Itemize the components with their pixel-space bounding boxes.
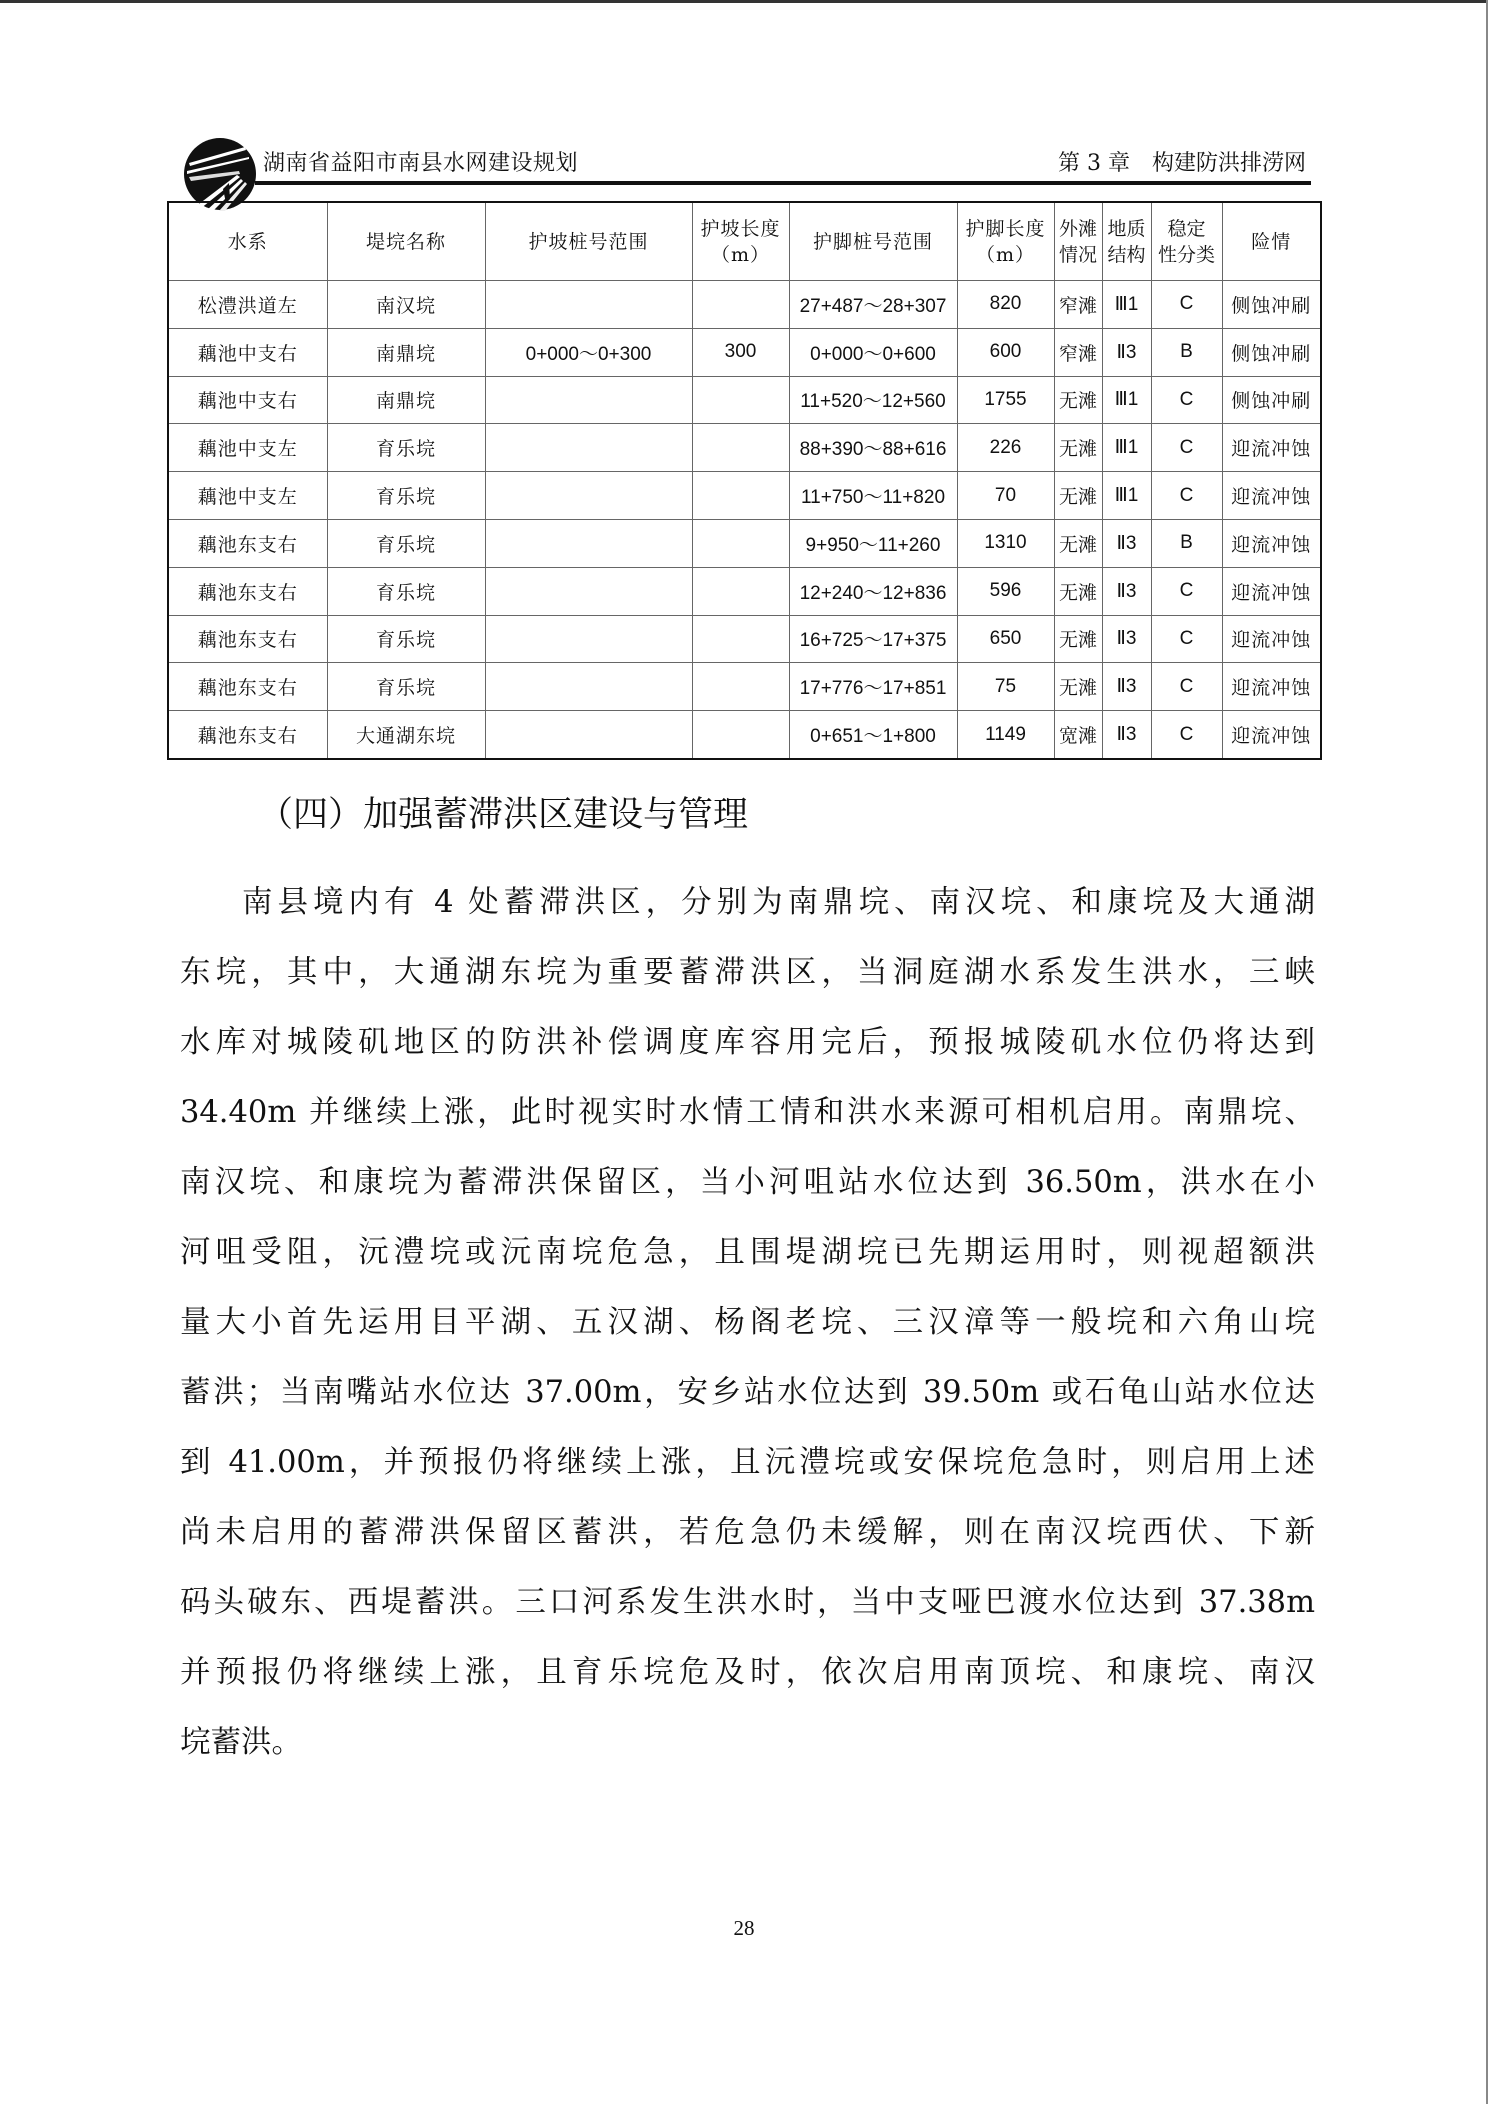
table-cell: 226 — [957, 424, 1054, 472]
paragraph-line: 水库对城陵矶地区的防洪补偿调度库容用完后，预报城陵矶水位仍将达到 — [180, 1025, 1315, 1060]
table-cell: 侧蚀冲刷 — [1222, 328, 1321, 376]
column-header-line1: 稳定 — [1167, 217, 1206, 240]
paragraph-line: 到 41.00m，并预报仍将继续上涨，且沅澧垸或安保垸危急时，则启用上述 — [180, 1445, 1315, 1480]
column-header — [692, 202, 789, 281]
table-cell: 育乐垸 — [327, 567, 485, 615]
table-cell: 600 — [957, 328, 1054, 376]
table-cell: 松澧洪道左 — [168, 281, 327, 329]
table-cell: 藕池东支右 — [168, 663, 327, 711]
table-cell: 侧蚀冲刷 — [1222, 281, 1321, 329]
column-header-line1: 水系 — [227, 230, 268, 253]
paragraph-line: 南县境内有 4 处蓄滞洪区，分别为南鼎垸、南汉垸、和康垸及大通湖 — [242, 885, 1315, 920]
chapter-title: 第 3 章 构建防洪排涝网 — [1058, 151, 1306, 176]
revetment-table — [167, 201, 1322, 760]
table-cell: 藕池中支左 — [168, 424, 327, 472]
table-cell: 1755 — [957, 376, 1054, 424]
page-number: 28 — [733, 1916, 755, 1940]
table-cell: Ⅲ1 — [1102, 376, 1151, 424]
table-cell — [485, 519, 692, 567]
table-cell — [485, 663, 692, 711]
table-cell: 11+750～11+820 — [789, 472, 957, 520]
column-header-line1: 堤垸名称 — [365, 230, 446, 253]
table-cell: 育乐垸 — [327, 519, 485, 567]
table-cell: 1310 — [957, 519, 1054, 567]
paragraph-line: 东垸，其中，大通湖东垸为重要蓄滞洪区，当洞庭湖水系发生洪水，三峡 — [180, 955, 1315, 990]
table-cell: 迎流冲蚀 — [1222, 663, 1321, 711]
table-cell: 70 — [957, 472, 1054, 520]
paragraph-line: 并预报仍将继续上涨，且育乐垸危及时，依次启用南顶垸、和康垸、南汉 — [180, 1655, 1315, 1690]
table-cell: 藕池东支右 — [168, 615, 327, 663]
table-cell: 南鼎垸 — [327, 328, 485, 376]
table-cell: 迎流冲蚀 — [1222, 567, 1321, 615]
table-cell: 1149 — [957, 711, 1054, 759]
table-header-row — [168, 202, 1321, 281]
paragraph-line: 尚未启用的蓄滞洪保留区蓄洪，若危急仍未缓解，则在南汉垸西伏、下新 — [180, 1515, 1315, 1550]
table-cell — [485, 615, 692, 663]
column-header — [485, 202, 692, 281]
table-cell: C — [1151, 376, 1222, 424]
table-cell: 88+390～88+616 — [789, 424, 957, 472]
table-cell: Ⅱ3 — [1102, 567, 1151, 615]
table-cell: Ⅱ3 — [1102, 711, 1151, 759]
table-cell: Ⅱ3 — [1102, 519, 1151, 567]
table-cell: 16+725～17+375 — [789, 615, 957, 663]
table-cell: 11+520～12+560 — [789, 376, 957, 424]
table-cell — [692, 424, 789, 472]
table-cell: C — [1151, 567, 1222, 615]
table-cell: 0+000～0+300 — [485, 328, 692, 376]
table-cell — [485, 472, 692, 520]
paragraph-line: 码头破东、西堤蓄洪。三口河系发生洪水时，当中支哑巴渡水位达到 37.38m — [180, 1585, 1315, 1620]
table-cell: 300 — [692, 328, 789, 376]
table-cell — [692, 567, 789, 615]
table-cell: 南鼎垸 — [327, 376, 485, 424]
table-cell: 0+000～0+600 — [789, 328, 957, 376]
table-body — [168, 281, 1321, 759]
column-header-line2: 性分类 — [1157, 243, 1215, 266]
table-row — [168, 472, 1321, 520]
table-cell: B — [1151, 519, 1222, 567]
table-cell: Ⅱ3 — [1102, 663, 1151, 711]
paragraph-line: 34.40m 并继续上涨，此时视实时水情工情和洪水来源可相机启用。南鼎垸、 — [180, 1095, 1315, 1130]
table-cell — [692, 519, 789, 567]
table-cell: 无滩 — [1054, 567, 1102, 615]
column-header-line1: 外滩 — [1058, 217, 1097, 240]
table-cell: Ⅲ1 — [1102, 424, 1151, 472]
table-cell: 596 — [957, 567, 1054, 615]
table-cell: 迎流冲蚀 — [1222, 615, 1321, 663]
table-row — [168, 567, 1321, 615]
table-cell: B — [1151, 328, 1222, 376]
column-header-line1: 护脚长度 — [965, 217, 1046, 240]
table-cell — [485, 281, 692, 329]
table-cell: Ⅱ3 — [1102, 615, 1151, 663]
table-cell: 藕池中支右 — [168, 376, 327, 424]
column-header — [327, 202, 485, 281]
paragraph-line: 垸蓄洪。 — [180, 1725, 302, 1760]
table-cell: 迎流冲蚀 — [1222, 711, 1321, 759]
table-cell: 无滩 — [1054, 424, 1102, 472]
table-cell: 藕池东支右 — [168, 519, 327, 567]
column-header-line1: 护脚桩号范围 — [812, 230, 933, 253]
column-header-line1: 地质 — [1107, 217, 1146, 240]
column-header-line1: 护坡长度 — [700, 217, 781, 240]
column-header-line2: （m） — [710, 243, 771, 266]
column-header — [1102, 202, 1151, 281]
table-cell — [485, 424, 692, 472]
column-header — [1151, 202, 1222, 281]
table-cell: 藕池中支左 — [168, 472, 327, 520]
table-cell: 窄滩 — [1054, 281, 1102, 329]
table-row — [168, 615, 1321, 663]
table-cell: 27+487～28+307 — [789, 281, 957, 329]
page-border-top — [0, 0, 1488, 3]
table-cell: Ⅲ1 — [1102, 281, 1151, 329]
table-cell — [692, 281, 789, 329]
table-cell: 迎流冲蚀 — [1222, 472, 1321, 520]
table-cell: 育乐垸 — [327, 472, 485, 520]
table-cell — [692, 615, 789, 663]
table-cell: C — [1151, 281, 1222, 329]
paragraph-line: 南汉垸、和康垸为蓄滞洪保留区，当小河咀站水位达到 36.50m，洪水在小 — [180, 1165, 1315, 1200]
column-header-line1: 险情 — [1251, 230, 1292, 253]
table-cell — [485, 376, 692, 424]
table-row — [168, 376, 1321, 424]
table-cell: 0+651～1+800 — [789, 711, 957, 759]
table-row — [168, 424, 1321, 472]
table-cell: 650 — [957, 615, 1054, 663]
table-cell: 无滩 — [1054, 472, 1102, 520]
table-cell: 无滩 — [1054, 376, 1102, 424]
table-cell: Ⅱ3 — [1102, 328, 1151, 376]
table-row — [168, 711, 1321, 759]
table-cell: 无滩 — [1054, 615, 1102, 663]
table-header — [168, 202, 1321, 281]
column-header — [1222, 202, 1321, 281]
table-cell — [692, 376, 789, 424]
table-cell — [485, 567, 692, 615]
paragraph-line: 蓄洪；当南嘴站水位达 37.00m，安乡站水位达到 39.50m 或石龟山站水位达 — [180, 1375, 1315, 1410]
table-cell: 大通湖东垸 — [327, 711, 485, 759]
column-header — [168, 202, 327, 281]
column-header — [957, 202, 1054, 281]
table-cell: C — [1151, 711, 1222, 759]
table-cell — [485, 711, 692, 759]
column-header-line2: 情况 — [1058, 243, 1097, 266]
table-cell: Ⅲ1 — [1102, 472, 1151, 520]
table-cell: 侧蚀冲刷 — [1222, 376, 1321, 424]
table-cell: C — [1151, 615, 1222, 663]
column-header — [789, 202, 957, 281]
table-cell: 藕池中支右 — [168, 328, 327, 376]
column-header-line2: 结构 — [1107, 243, 1146, 266]
table-cell: 迎流冲蚀 — [1222, 519, 1321, 567]
table-cell: C — [1151, 663, 1222, 711]
column-header — [1054, 202, 1102, 281]
table-cell — [692, 472, 789, 520]
table-cell: 迎流冲蚀 — [1222, 424, 1321, 472]
column-header-line1: 护坡桩号范围 — [528, 230, 649, 253]
table-cell: 820 — [957, 281, 1054, 329]
table-cell — [692, 663, 789, 711]
paragraph-line: 河咀受阻，沅澧垸或沅南垸危急，且围堤湖垸已先期运用时，则视超额洪 — [180, 1235, 1315, 1270]
table-cell: 75 — [957, 663, 1054, 711]
table-cell: 无滩 — [1054, 519, 1102, 567]
table-cell: 育乐垸 — [327, 424, 485, 472]
table-cell: 12+240～12+836 — [789, 567, 957, 615]
header-rule — [255, 181, 1311, 185]
table-row — [168, 281, 1321, 329]
table-cell: 窄滩 — [1054, 328, 1102, 376]
table-cell — [692, 711, 789, 759]
table-cell: C — [1151, 424, 1222, 472]
table-cell: 育乐垸 — [327, 615, 485, 663]
table-cell: 南汉垸 — [327, 281, 485, 329]
table-cell: 无滩 — [1054, 663, 1102, 711]
column-header-line2: （m） — [975, 243, 1036, 266]
table-row — [168, 519, 1321, 567]
section-heading: （四）加强蓄滞洪区建设与管理 — [258, 795, 749, 835]
table-row — [168, 328, 1321, 376]
logo-icon — [183, 137, 257, 211]
body-paragraph — [180, 868, 1315, 1778]
table-cell: 藕池东支右 — [168, 567, 327, 615]
paragraph-line: 量大小首先运用目平湖、五汉湖、杨阁老垸、三汉漳等一般垸和六角山垸 — [180, 1305, 1315, 1340]
table-cell: 育乐垸 — [327, 663, 485, 711]
table-cell: 9+950～11+260 — [789, 519, 957, 567]
table-cell: 17+776～17+851 — [789, 663, 957, 711]
table-cell: 藕池东支右 — [168, 711, 327, 759]
table-cell: C — [1151, 472, 1222, 520]
table-cell: 宽滩 — [1054, 711, 1102, 759]
table-row — [168, 663, 1321, 711]
document-title: 湖南省益阳市南县水网建设规划 — [263, 151, 579, 176]
